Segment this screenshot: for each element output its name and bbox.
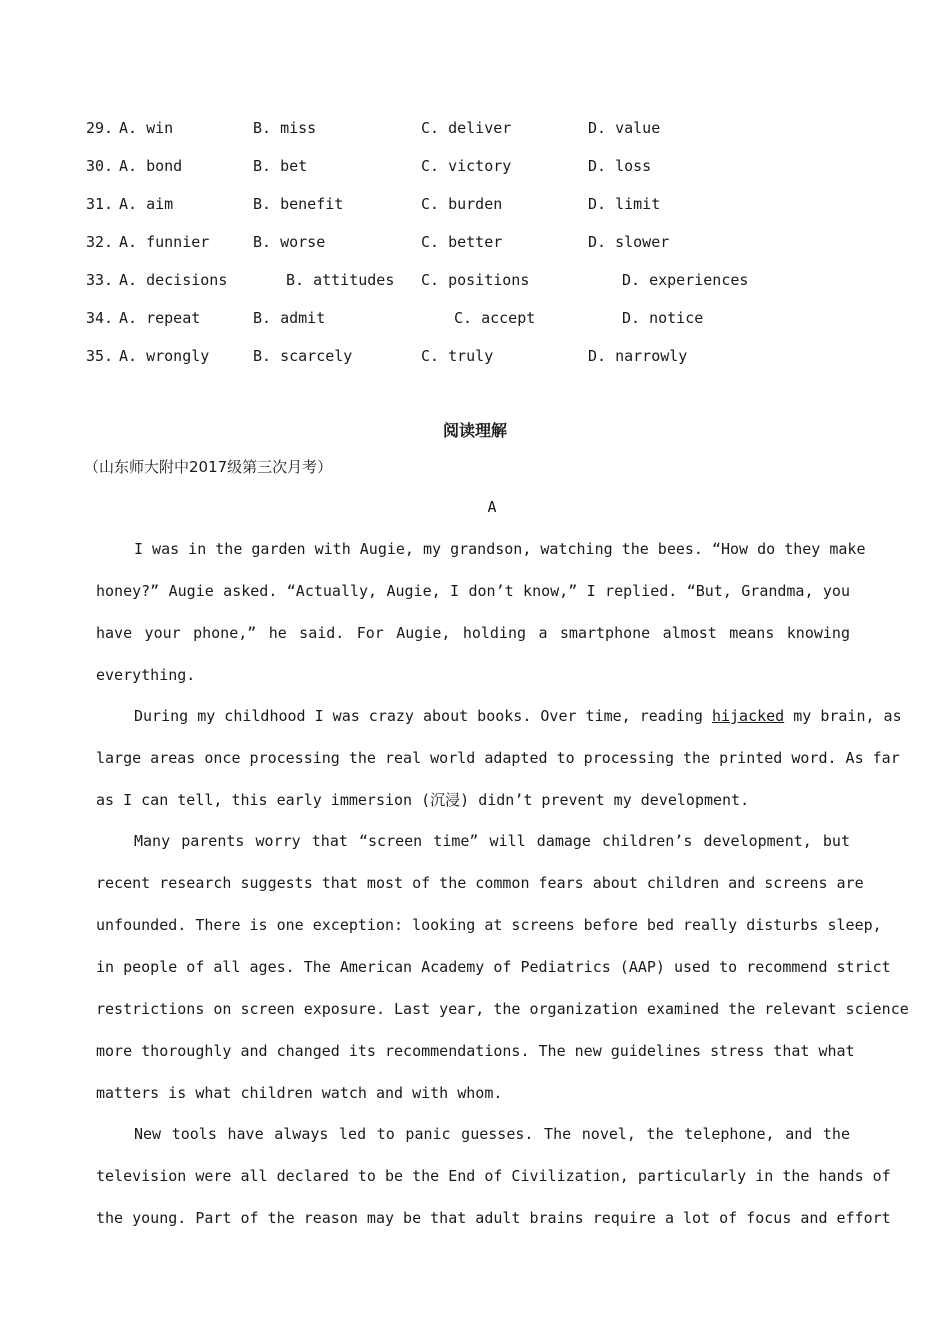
option-b: B. miss (253, 119, 317, 137)
paragraph-1-line: everything. (96, 666, 196, 684)
paragraph-2-line: as I can tell, this early immersion (沉浸) didn’t prevent my development. (96, 791, 750, 809)
question-number: 33. (86, 271, 114, 289)
option-row-33 (86, 269, 749, 291)
paragraph-3-line: unfounded. There is one exception: looking at screens before bed really disturbs sleep, (96, 916, 882, 934)
option-row-30 (86, 155, 652, 177)
paragraph-3-line: more thoroughly and changed its recommendations. The new guidelines stress that what (96, 1042, 855, 1060)
paragraph-2-text: During my childhood I was crazy about books. Over time, reading (134, 707, 712, 725)
option-row-35 (86, 345, 688, 367)
option-row-32 (86, 231, 670, 253)
passage-label: A (487, 498, 497, 516)
option-c: C. accept (454, 309, 536, 327)
option-row-31 (86, 193, 661, 215)
paragraph-2-text: my brain, as (784, 707, 902, 725)
option-a: A. wrongly (119, 347, 210, 365)
option-b: B. bet (253, 157, 308, 175)
paragraph-4-line: the young. Part of the reason may be that adult brains require a lot of focus and effort (96, 1209, 891, 1227)
paragraph-2-line: large areas once processing the real world adapted to processing the printed word. As far (96, 749, 900, 767)
option-c: C. truly (421, 347, 494, 365)
option-row-29 (86, 117, 661, 139)
exam-source: （山东师大附中2017级第三次月考） (84, 458, 333, 476)
paragraph-4-line: New tools have always led to panic guesses. The novel, the telephone, and the (134, 1125, 850, 1143)
option-c: C. burden (421, 195, 503, 213)
paragraph-1-line: I was in the garden with Augie, my grandson, watching the bees. “How do they make (134, 540, 866, 558)
question-number: 34. (86, 309, 114, 327)
paragraph-3-line: matters is what children watch and with whom. (96, 1084, 503, 1102)
option-d: D. notice (622, 309, 704, 327)
option-a: A. decisions (119, 271, 228, 289)
option-c: C. victory (421, 157, 512, 175)
paragraph-1-line: honey?” Augie asked. “Actually, Augie, I don’t know,” I replied. “But, Grandma, you (96, 582, 850, 600)
question-number: 30. (86, 157, 114, 175)
option-c: C. deliver (421, 119, 512, 137)
paragraph-3-line: recent research suggests that most of the common fears about children and screens are (96, 874, 864, 892)
option-b: B. scarcely (253, 347, 353, 365)
option-a: A. repeat (119, 309, 201, 327)
paragraph-2-line (134, 704, 902, 728)
option-d: D. narrowly (588, 347, 688, 365)
option-d: D. value (588, 119, 661, 137)
paragraph-3-line: restrictions on screen exposure. Last year, the organization examined the relevant science (96, 1000, 909, 1018)
option-a: A. aim (119, 195, 174, 213)
option-d: D. loss (588, 157, 652, 175)
option-a: A. funnier (119, 233, 210, 251)
section-title: 阅读理解 (442, 421, 507, 440)
option-d: D. slower (588, 233, 670, 251)
paragraph-3-line: Many parents worry that “screen time” will damage children’s development, but (134, 832, 850, 850)
option-d: D. limit (588, 195, 661, 213)
paragraph-3-line: in people of all ages. The American Academy of Pediatrics (AAP) used to recommend strict (96, 958, 891, 976)
question-number: 29. (86, 119, 114, 137)
option-c: C. positions (421, 271, 530, 289)
question-number: 35. (86, 347, 114, 365)
option-b: B. benefit (253, 195, 344, 213)
option-row-34 (86, 307, 704, 329)
option-b: B. attitudes (286, 271, 395, 289)
option-d: D. experiences (622, 271, 749, 289)
option-a: A. bond (119, 157, 183, 175)
question-number: 32. (86, 233, 114, 251)
underlined-word: hijacked (711, 707, 785, 725)
paragraph-1-line: have your phone,” he said. For Augie, holding a smartphone almost means knowing (96, 624, 850, 642)
question-number: 31. (86, 195, 114, 213)
paragraph-4-line: television were all declared to be the End of Civilization, particularly in the hands of (96, 1167, 891, 1185)
option-c: C. better (421, 233, 503, 251)
option-b: B. worse (253, 233, 326, 251)
option-a: A. win (119, 119, 174, 137)
option-b: B. admit (253, 309, 326, 327)
